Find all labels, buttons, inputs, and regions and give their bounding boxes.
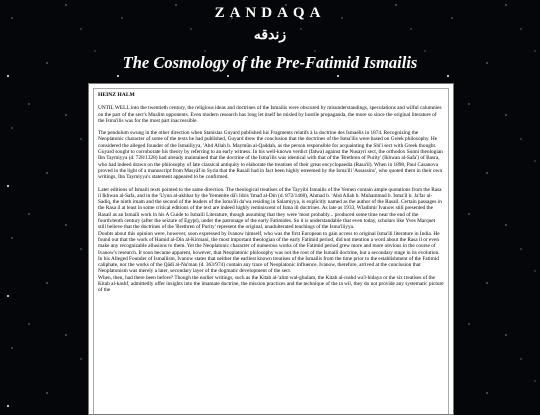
article-panel [88, 83, 454, 415]
article-paragraph: The pendulum swung in the other direction when Stanislas Guyard published his Fragments relatifs à la doctrine des Ismaélis in 1874. Recognizing the Neoplatonic character of some of the texts he had published, Guyard drew the conclusion that the doctrines of the Isma'ilis were based on Greek philosophy. He considered the alleged founder of the Ismailiyya, 'Abd Allah b. Maymūn al-Qaddah, as the person responsible for acquainting the Shi'i sect with Greek thought. Guyard sought to corroborate his theory by referring to an early witness. In his well-known verdict (fatwa) against the Nusayri sect, the orthodox Sunni theologian Ibn Taymiyya (d. 728/1328) had already maintained that the doctrine of the Isma'ilis was identical with that of the 'Brethren of Purity' (Ikhwan al-Safa') of Basra, who had indeed drawn on the philosophy of late classical antiquity to elaborate the treatises of their great encyclopaedia (Rasa'il). When in 1898, Paul Casanova proved in the light of a manuscript from Masyāf in Syria that the Rasail had in fact been highly esteemed by the Isma'ili 'Assassins', who quoted them in their own writings, Ibn Taymiyya's statement appeared to be confirmed. [98, 130, 443, 181]
article-body [93, 88, 449, 415]
site-title-arabic: زندقه [253, 28, 287, 43]
article-paragraph: UNTIL WELL into the twentieth century, the religious ideas and doctrines of the Ismailis were obscured by misunderstandings, speculations and wilful calumnies on the part of the sect's Muslim opponents. Even modern research has long let itself be misled by hostile propaganda, the more so since the original literature of the Isma'ilis was for the most part inaccessible. [98, 105, 442, 124]
page-title: The Cosmology of the Pre-Fatimid Ismailis [122, 53, 418, 72]
article-author: HEINZ HALM [98, 92, 135, 98]
site-title: ZANDAQA [214, 5, 326, 21]
article-paragraph: Later editions of Ismaili texts pointed to the same direction. The theological treatises of the Tayyibi Ismailis of the Yemen contain ample quotations from the Rasa il Ikhwan al-Safa, and in the 'Uyun al-akhbar by the Yemenite dā'i Idris 'Imad al-Din (d. 872/1468), Ahmad b. 'Abd Allah b. Muhammad b. Isma'il b. Ja'far al-Sadiq, the ninth imam and the second of the leaders of the Isma'ili da'wa residing in Salamiyya, is explicitly named as the author of the Rasail. Certain passages in the Rasa il at least in some critical editions of the text are indeed highly reminiscent of Isma ili doctrines. As late as 1933, Wladimir Ivanow still presented the Rasail as an Ismaili work in his A Guide to Ismaili Literature, though assuming that they were 'most probably... produced some time near the end of the fourth/tenth century (after the seizure of Egypt), under the patronage of the early Fatimides. So it is understandable that even today, scholars like Yves Marquet still believe that the doctrines of the 'Brethren of Purity' represent the original, unadulterated teachings of the Isma'iliyya. [98, 186, 442, 231]
article-paragraph: When, then, had there been before? Though the earlier writings, such as the Kitab al-'alim wal-ghulam, the Kitab al-rushd wa'l-hidaya or the six treatises of the Kitab al-kashf, admittedly offer insights into the imamate doctrine, the mission practices and the technique of the ta wil, they do not provide any systematic picture of the [98, 274, 444, 294]
article-paragraph: Doubts about this opinion were, however, soon expressed by Ivanow himself, who was the first European to gain access to original Isma'ili literature in India. He found out that the work of Hamid al-Din al-Kirmani, the most important theologian of the early Fatimid period, did not mention a word about the Rasa il or even make any recognizable allusions to them. Yet the Neoplatonic character of numerous works of the Fatimid period grew more and more obvious in the course of Ivanow's research. It soon became apparent, however, that Neoplatonic philosophy was not the root of the Ismaili doctrine, but a secondary stage in its evolution. In his Alleged Founder of Ismailism, Ivanow states that neither the earliest known treatises of the Ismailis from the time prior to the establishment of the Fatimid caliphate, nor the works of the Qādī al-Nu'man (d. 363/974) contain any trace of Neoplatonic influence. Ivanow, therefore, arrived at the conclusion that Neoplatonism was merely a later, secondary layer of the dogmatic development of the sect. [98, 230, 440, 275]
